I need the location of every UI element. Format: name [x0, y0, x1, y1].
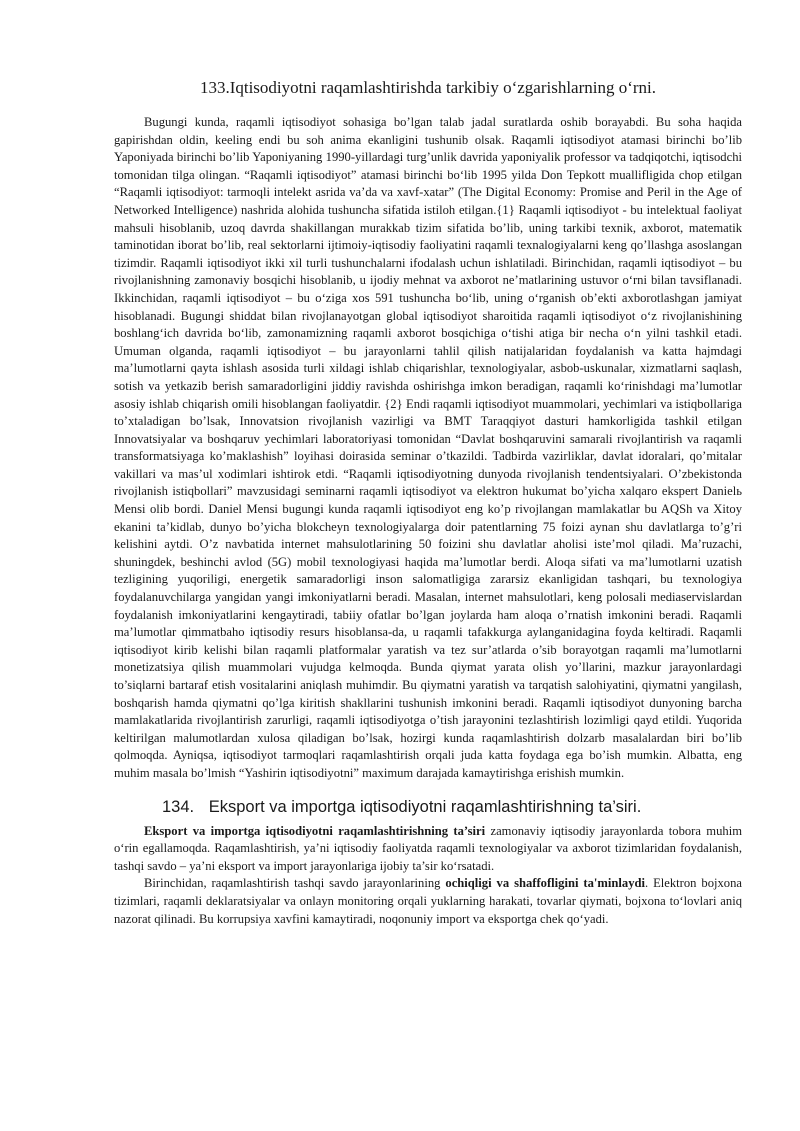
section-134-p2-start: Birinchidan, raqamlashtirish tashqi savdo jarayonlarining: [144, 876, 446, 891]
section-134-title: [162, 795, 742, 819]
section-134-p1-text: zamonaviy iqtisodiy jarayonlarda tobora muhim o‘rin egallamoqda. Raqamlashtirish, ya’ni iqtisodiy faoliyatda raqamli texnologiyalar va axborot tizimlaridan foydalanish, tashqi savdo – ya’ni eksport va import jarayonlariga ijobiy ta’sir ko‘rsatadi.: [114, 823, 742, 873]
section-134-number: 134.: [162, 797, 195, 816]
document-page: [114, 70, 742, 928]
section-134-p1-bold: Eksport va importga iqtisodiyotni raqamlashtirishning ta’siri: [144, 823, 486, 838]
section-134-p2-bold: ochiqligi va shaffofligini ta'minlaydi: [445, 876, 645, 891]
section-134-paragraph-1: [114, 823, 742, 876]
section-133-title: 133.Iqtisodiyotni raqamlashtirishda tarkibiy o‘zgarishlarning o‘rni.: [199, 78, 657, 97]
section-134-paragraph-2: [114, 875, 742, 928]
section-134-title-text: Eksport va importga iqtisodiyotni raqamlashtirishning ta’siri.: [208, 797, 642, 816]
section-134-p2-text: . Elektron bojxona tizimlari, raqamli deklaratsiyalar va onlayn monitoring orqali yuklarning harakati, tovarlar qiymati, bojxona to‘lovlari aniq nazorat qilinadi. Bu korrupsiya xavfini kamaytiradi, noqonuniy import va eksportga chek qo‘yadi.: [114, 876, 742, 926]
section-133-paragraph: Bugungi kunda, raqamli iqtisodiyot sohasiga bo’lgan talab jadal suratlarda oshib borayabdi. Bu soha haqida gapirishdan oldin, keeling endi bu soh anima ekanligini tushunib olsak. Raqamli iqtisodiyot atamasi birinchi bo’lib Yaponiyada birinchi bo’lib Yaponiyaning 1990-yillardagi turg’unlik davrida yaponiyalik professor va tadqiqotchi, iqtisodchi tomonidan tilga olingan. “Raqamli iqtisodiyot” atamasi birinchi bo‘lib 1995 yilda Don Tepkott muallifligida chop etilgan “Raqamli iqtisodiyot: tarmoqli intelekt asrida va’da va xavf-xatar” (The Digital Economy: Promise and Peril in the Age of Networked Intelligence) nashrida alohida tushuncha sifatida istiloh etilgan.{1} Raqamli iqtisodiyot - bu intelektual faoliyat mahsuli hisoblanib, uzoq davrda shakillangan murakkab tizim sifatida bo’lib, uning tarkibi texnik, axborot, matematik taminotidan iborat bo’lib, real sektorlarni ijtimoiy-iqtisodiy faoliyatini raqamli texnalogiyalarni keng qo’llashga asoslangan tizimdir. Raqamli iqtisodiyot ikki xil turli tushunchalarni ifodalash uchun ishlatiladi. Birinchidan, raqamli iqtisodiyot – bu rivojlanishning zamonaviy bosqichi hisoblanib, u ijodiy mehnat va axborot ne’matlarining ustuvor o‘rni bilan tavsiflanadi. Ikkinchidan, raqamli iqtisodiyot – bu o‘ziga xos 591 tushuncha bo‘lib, uning o‘rganish ob’ekti axborotlashgan jamiyat hisoblanadi. Bugungi shiddat bilan rivojlanayotgan global iqtisodiyot sharoitida raqamli iqtisodiyot o‘z rivojlanishining boshlang‘ich davrida bo‘lib, zamonamizning raqamli axborot bosqichiga o‘tishi atiga bir necha o‘n yilni tashkil etadi. Umuman olganda, raqamli iqtisodiyot – bu jarayonlarni tahlil qilish natijalaridan foydalanish va katta hajmdagi ma’lumotlarni qayta ishlash asosida turli xildagi ishlab chiqarishlar, texnologiyalar, asbob-uskunalar, xizmatlarni saqlash, sotish va yetkazib berish samaradorligini jiddiy ravishda oshirishga imkon beradigan, raqamli ko‘rinishdagi ma’lumotlar asosiy ishlab chiqarish omili hisoblangan faoliyatdir. {2} Endi raqamli iqtisodiyot muammolari, yechimlari va istiqbollariga to’xtaladigan bo’lsak, Innovatsion rivojlanish vazirligi va BMT Taraqqiyot dasturi hamkorligida tashkil etilgan Innovatsiyalar va boshqaruv yechimlari laboratoriyasi tomonidan “Davlat boshqaruvini samarali rivojlantirish va raqamli transformatsiyaga ko’maklashish” loyihasi doirasida seminar o’tkazildi. Tadbirda vazirliklar, davlat idoralari, qo’mitalar vakillari va mas’ul xodimlari ishtirok etdi. “Raqamli iqtisodiyotning dunyoda rivojlanish tendentsiyalari. O’zbekistonda rivojlanish istiqbollari” mavzusidagi seminarni raqamli iqtisodiyot va elektron hukumat bo’yicha xalqaro ekspert Danielь Mensi olib bordi. Daniel Mensi bugungi kunda raqamli iqtisodiyot eng ko’p rivojlangan mamlakatlar bu AQSh va Xitoy ekanini ta’kidlab, dunyo bo’yicha blokcheyn texnologiyalarga doir patentlarning 75 foizi aynan shu davlatlarga to’g’ri kelishini aytdi. O’z navbatida internet mahsulotlarining 50 foizini shu davlatlar aholisi iste’mol qiladi. Ma’ruzachi, shuningdek, beshinchi avlod (5G) mobil texnologiyasi haqida ma’lumotlar berdi. Aloqa sifati va ma’lumotlarni uzatish tezligining yuqoriligi, energetik samaradorligi inson salomatligiga zararsiz ekanligidan tashqari, bu texnologiya foydalanuvchilarga yangidan yangi imkoniyatlarni beradi. Masalan, internet mahsulotlari, keng polosali mediaservislardan foydalanish imkoniyatlarini kengaytiradi, tabiiy ofatlar bo’lgan joylarda ham aloqa o’rnatish imkonini beradi. Raqamli ma’lumotlar qimmatbaho iqtisodiy resurs hisoblansa-da, u raqamli tafakkurga aylanganidagina foyda keltiradi. Raqamli iqtisodiyot kirib kelishi bilan raqamli platformalar yaratish va tez sur’atlarda o’sib borayotgan raqamli ma’lumotlarni monetizatsiya qilish muammolari vujudga kelmoqda. Bunda qiymat yarata olish yo’llarini, mazkur jarayonlardagi to’siqlarni bartaraf etish vositalarini aniqlash muhimdir. Bu qiymatni yaratish va tarqatish salohiyatini, qiymatni yangilash, boshqarish hamda qiymatni qo’lga kiritish shakllarini tushunish imkonini beradi. Raqamli iqtisodiyot dunyoning barcha mamlakatlarida rivojlantirish zarurligi, raqamli iqtisodiyotga o’tish jarayonini tezlashtirish lozimligi qayd etildi. Yuqorida keltirilgan malumotlardan xulosa qiladigan bo’lsak, hozirgi kunda raqamlashtirish dolzarb masalalardan biri bo’lib qolmoqda. Ayniqsa, iqtisodiyot tarmoqlari raqamlashtirish orqali juda katta foydaga ega bo’ish mumkin. Albatta, eng muhim masala bo’lmish “Yashirin iqtisodiyotni” maximum darajada kamaytirishga erishish mumkin.: [114, 115, 742, 780]
